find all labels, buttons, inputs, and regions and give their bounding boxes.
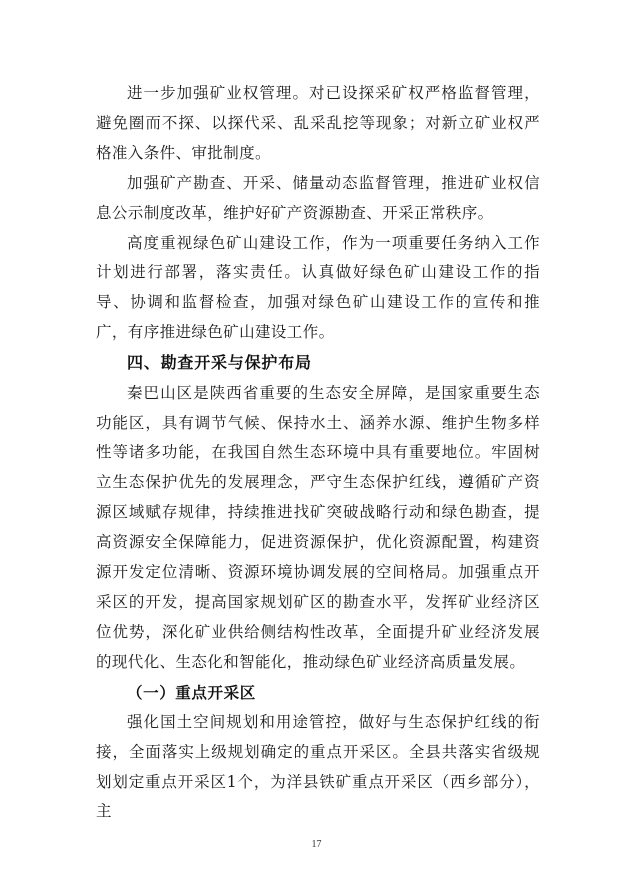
paragraph-qinba-region: 秦巴山区是陕西省重要的生态安全屏障，是国家重要生态功能区，具有调节气候、保持水土、涵养水源、维护生物多样性等诸多功能，在我国自然生态环境中具有重要地位。牢固树立生态保护优先的发展理念，严守生态保护红线，遵循矿产资源区域赋存规律，持续推进找矿突破战略行动和绿色勘查，提高资源安全保障能力，促进资源保护，优化资源配置，构建资源开发定位清晰、资源环境协调发展的空间格局。加强重点开采区的开发，提高国家规划矿区的勘查水平，发挥矿业经济区位优势，深化矿业供给侧结构性改革，全面提升矿业经济发展的现代化、生态化和智能化，推动绿色矿业经济高质量发展。: [96, 383, 540, 671]
paragraph-green-mine-construction: 高度重视绿色矿山建设工作，作为一项重要任务纳入工作计划进行部署，落实责任。认真做好绿色矿山建设工作的指导、协调和监督检查，加强对绿色矿山建设工作的宣传和推广，有序推进绿色矿山建设工作。: [96, 233, 540, 342]
section-heading: 四、勘查开采与保护布局: [127, 353, 312, 373]
paragraph-dynamic-supervision: 加强矿产勘查、开采、储量动态监督管理，推进矿业权信息公示制度改革，维护好矿产资源勘查、开采正常秩序。: [96, 173, 540, 222]
subsection-heading: （一）重点开采区: [127, 683, 256, 702]
paragraph-mining-rights-management: 进一步加强矿业权管理。对已设探采矿权严格监督管理，避免圈而不探、以探代采、乱采乱挖等现象；对新立矿业权严格准入条件、审批制度。: [96, 84, 540, 162]
document-body: [96, 79, 540, 827]
paragraph-key-mining-area: 强化国土空间规划和用途管控，做好与生态保护红线的衔接，全面落实上级规划确定的重点开采区。全县共落实省级规划划定重点开采区1个，为洋县铁矿重点开采区（西乡部分），主: [96, 712, 540, 821]
page-number: 17: [311, 839, 322, 850]
